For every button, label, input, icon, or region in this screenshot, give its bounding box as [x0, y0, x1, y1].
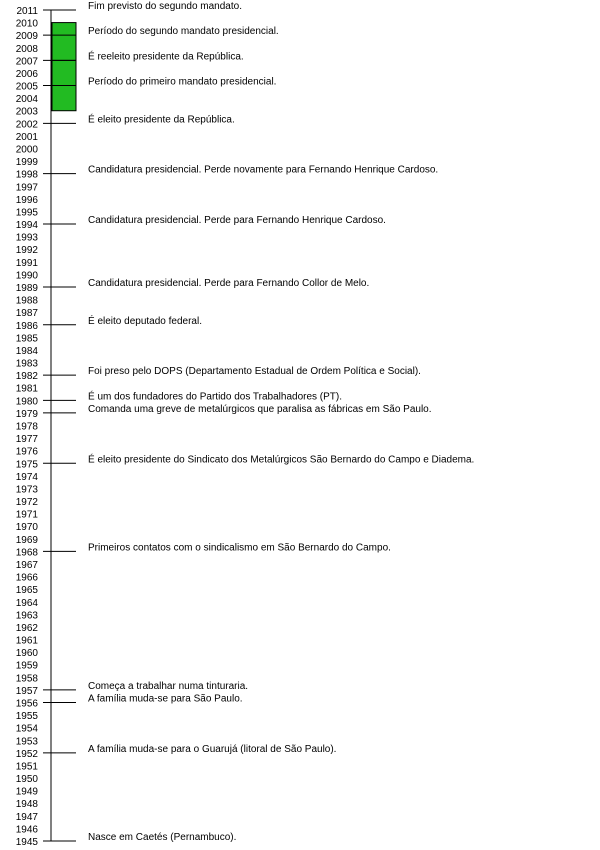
year-label-2010: 2010 — [15, 18, 38, 30]
year-label-1986: 1986 — [15, 320, 38, 332]
year-label-1950: 1950 — [15, 774, 38, 786]
event-label-1982: Foi preso pelo DOPS (Departamento Estadual de Ordem Política e Social). — [88, 366, 421, 378]
year-label-2000: 2000 — [15, 144, 38, 156]
year-label-1968: 1968 — [15, 547, 38, 559]
year-label-1945: 1945 — [15, 837, 38, 848]
year-label-1973: 1973 — [15, 484, 38, 496]
year-label-1961: 1961 — [15, 635, 38, 647]
events-group — [43, 1, 474, 843]
year-label-1951: 1951 — [15, 761, 38, 773]
year-label-1982: 1982 — [15, 371, 38, 383]
year-label-2009: 2009 — [15, 31, 38, 43]
year-label-1956: 1956 — [15, 698, 38, 710]
year-label-1960: 1960 — [15, 648, 38, 660]
year-ticks-group — [16, 6, 39, 848]
year-label-1974: 1974 — [15, 471, 38, 483]
year-label-1975: 1975 — [15, 459, 38, 471]
year-label-1978: 1978 — [15, 421, 38, 433]
year-label-1995: 1995 — [15, 207, 38, 219]
event-label-1986: É eleito deputado federal. — [88, 315, 202, 327]
year-label-1988: 1988 — [15, 295, 38, 307]
year-label-1957: 1957 — [15, 685, 38, 697]
year-label-1966: 1966 — [15, 572, 38, 584]
year-label-2011: 2011 — [16, 6, 38, 17]
year-label-2008: 2008 — [15, 43, 38, 55]
event-label-1956: A família muda-se para São Paulo. — [88, 693, 243, 705]
event-label-2002: É eleito presidente da República. — [88, 114, 235, 126]
year-label-1991: 1991 — [15, 257, 38, 269]
event-label-2011: Fim previsto do segundo mandato. — [88, 1, 242, 12]
year-label-1952: 1952 — [15, 748, 38, 760]
event-label-1989: Candidatura presidencial. Perde para Fernando Collor de Melo. — [88, 278, 370, 289]
year-label-1970: 1970 — [15, 522, 38, 534]
year-label-1971: 1971 — [15, 509, 38, 521]
event-label-1975: É eleito presidente do Sindicato dos Metalúrgicos São Bernardo do Campo e Diadema. — [88, 454, 475, 466]
event-label-2005: Período do primeiro mandato presidencial. — [88, 76, 277, 88]
year-label-1983: 1983 — [15, 358, 38, 370]
event-label-2007: É reeleito presidente da República. — [88, 51, 244, 63]
year-label-2005: 2005 — [15, 81, 38, 93]
year-label-2002: 2002 — [15, 119, 38, 131]
period-bar-2003-2010 — [52, 23, 76, 111]
year-label-1990: 1990 — [15, 270, 38, 282]
event-label-2009: Período do segundo mandato presidencial. — [88, 26, 279, 38]
year-label-1959: 1959 — [15, 660, 38, 672]
event-label-1952: A família muda-se para o Guarujá (litoral de São Paulo). — [88, 743, 337, 755]
year-label-1965: 1965 — [15, 585, 38, 597]
year-label-1979: 1979 — [15, 408, 38, 420]
year-label-1955: 1955 — [15, 711, 38, 723]
year-label-1997: 1997 — [15, 182, 38, 194]
event-label-1968: Primeiros contatos com o sindicalismo em São Bernardo do Campo. — [88, 542, 391, 554]
year-label-1963: 1963 — [15, 610, 38, 622]
year-label-1994: 1994 — [15, 220, 38, 232]
year-label-1989: 1989 — [15, 283, 38, 294]
year-label-1998: 1998 — [15, 169, 38, 181]
year-label-2007: 2007 — [15, 56, 38, 68]
year-label-1949: 1949 — [15, 786, 38, 798]
year-label-2004: 2004 — [15, 94, 38, 106]
year-label-1996: 1996 — [15, 194, 38, 206]
year-label-1954: 1954 — [15, 723, 38, 735]
year-label-1962: 1962 — [15, 622, 38, 634]
year-label-1987: 1987 — [15, 308, 38, 320]
year-label-1984: 1984 — [15, 345, 38, 357]
year-label-1976: 1976 — [15, 446, 38, 458]
year-label-2001: 2001 — [15, 131, 38, 143]
year-label-1985: 1985 — [15, 333, 38, 345]
year-label-1964: 1964 — [15, 597, 38, 609]
year-label-1947: 1947 — [15, 811, 38, 823]
year-label-1972: 1972 — [15, 497, 38, 509]
event-label-1994: Candidatura presidencial. Perde para Fernando Henrique Cardoso. — [88, 215, 386, 227]
year-label-1948: 1948 — [15, 799, 38, 811]
year-label-1992: 1992 — [15, 245, 38, 257]
year-label-1967: 1967 — [15, 560, 38, 571]
event-label-1957: Começa a trabalhar numa tinturaria. — [88, 680, 249, 692]
year-label-1977: 1977 — [15, 434, 38, 446]
year-label-1999: 1999 — [15, 157, 38, 169]
year-label-1981: 1981 — [15, 383, 38, 395]
year-label-1958: 1958 — [15, 673, 38, 685]
event-label-1980: É um dos fundadores do Partido dos Trabalhadores (PT). — [88, 391, 343, 403]
year-label-1993: 1993 — [15, 232, 38, 244]
event-label-1945: Nasce em Caetés (Pernambuco). — [88, 832, 237, 843]
year-label-1953: 1953 — [15, 736, 38, 748]
year-label-1969: 1969 — [15, 534, 38, 546]
periods-group — [52, 23, 76, 111]
year-label-1946: 1946 — [15, 824, 38, 836]
event-label-1979: Comanda uma greve de metalúrgicos que paralisa as fábricas em São Paulo. — [88, 403, 432, 415]
event-label-1998: Candidatura presidencial. Perde novamente para Fernando Henrique Cardoso. — [88, 164, 439, 176]
year-label-2003: 2003 — [15, 106, 38, 118]
year-label-2006: 2006 — [15, 68, 38, 80]
year-label-1980: 1980 — [15, 396, 38, 408]
